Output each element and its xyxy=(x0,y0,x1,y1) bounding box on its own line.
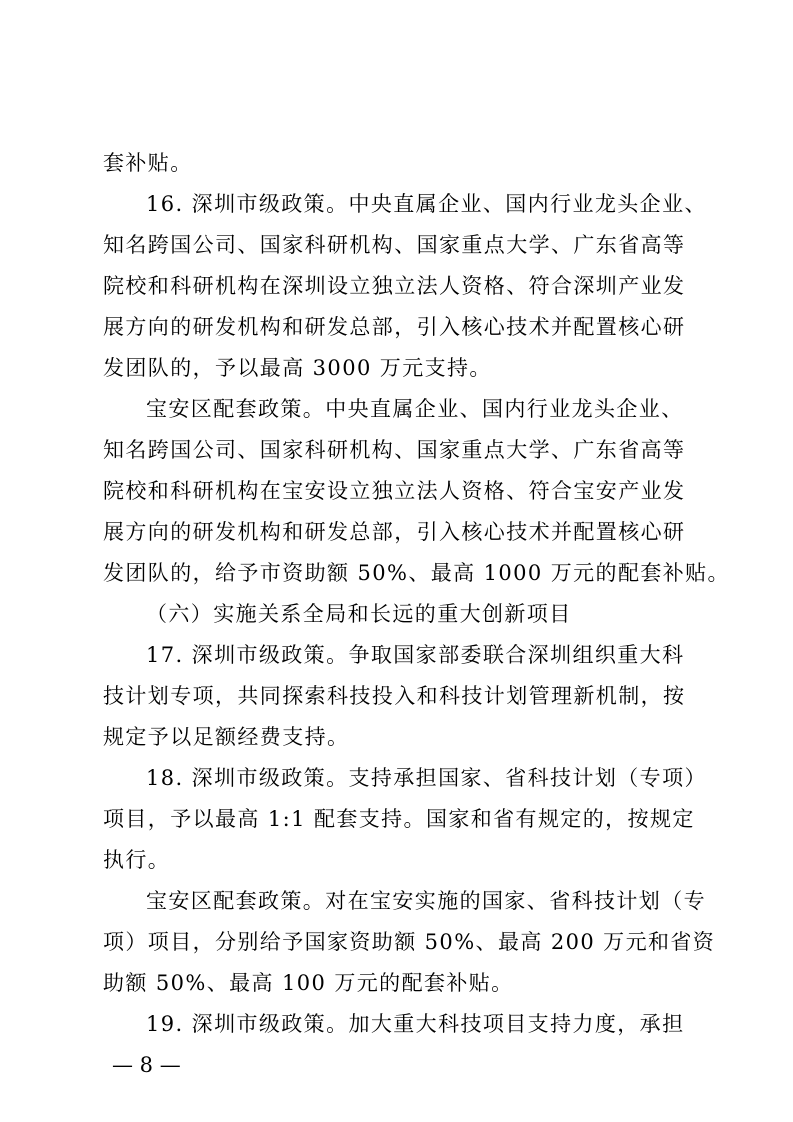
text-line: 规定予以足额经费支持。 xyxy=(103,725,350,749)
text-line: 助额 50%、最高 100 万元的配套补贴。 xyxy=(103,971,514,995)
section-heading: （六）实施关系全局和长远的重大创新项目 xyxy=(146,602,572,626)
paragraph-baoan-line: 宝安区配套政策。中央直属企业、国内行业龙头企业、 xyxy=(146,397,684,421)
text-line: 知名跨国公司、国家科研机构、国家重点大学、广东省高等 xyxy=(103,233,686,257)
text-line: 发团队的，给予市资助额 50%、最高 1000 万元的配套补贴。 xyxy=(103,561,730,585)
text-line: 项）项目，分别给予国家资助额 50%、最高 200 万元和省资 xyxy=(103,930,716,954)
paragraph-17-line: 17. 深圳市级政策。争取国家部委联合深圳组织重大科 xyxy=(146,643,685,667)
paragraph-18-line: 18. 深圳市级政策。支持承担国家、省科技计划（专项） xyxy=(146,766,707,790)
paragraph-baoan-line: 宝安区配套政策。对在宝安实施的国家、省科技计划（专 xyxy=(146,889,706,913)
text-line: 院校和科研机构在深圳设立独立法人资格、符合深圳产业发 xyxy=(103,274,686,298)
paragraph-19-line: 19. 深圳市级政策。加大重大科技项目支持力度，承担 xyxy=(146,1012,685,1036)
text-line: 发团队的，予以最高 3000 万元支持。 xyxy=(103,356,492,380)
page-number: — 8 — xyxy=(112,1053,181,1077)
text-line: 项目，予以最高 1:1 配套支持。国家和省有规定的，按规定 xyxy=(103,807,695,831)
text-line: 院校和科研机构在宝安设立独立法人资格、符合宝安产业发 xyxy=(103,479,686,503)
text-line: 套补贴。 xyxy=(103,151,193,175)
text-line: 执行。 xyxy=(103,848,171,872)
text-line: 展方向的研发机构和研发总部，引入核心技术并配置核心研 xyxy=(103,520,686,544)
text-line: 知名跨国公司、国家科研机构、国家重点大学、广东省高等 xyxy=(103,438,686,462)
text-line: 技计划专项，共同探索科技投入和科技计划管理新机制，按 xyxy=(103,684,686,708)
text-line: 展方向的研发机构和研发总部，引入核心技术并配置核心研 xyxy=(103,315,686,339)
paragraph-16-line: 16. 深圳市级政策。中央直属企业、国内行业龙头企业、 xyxy=(146,192,707,216)
